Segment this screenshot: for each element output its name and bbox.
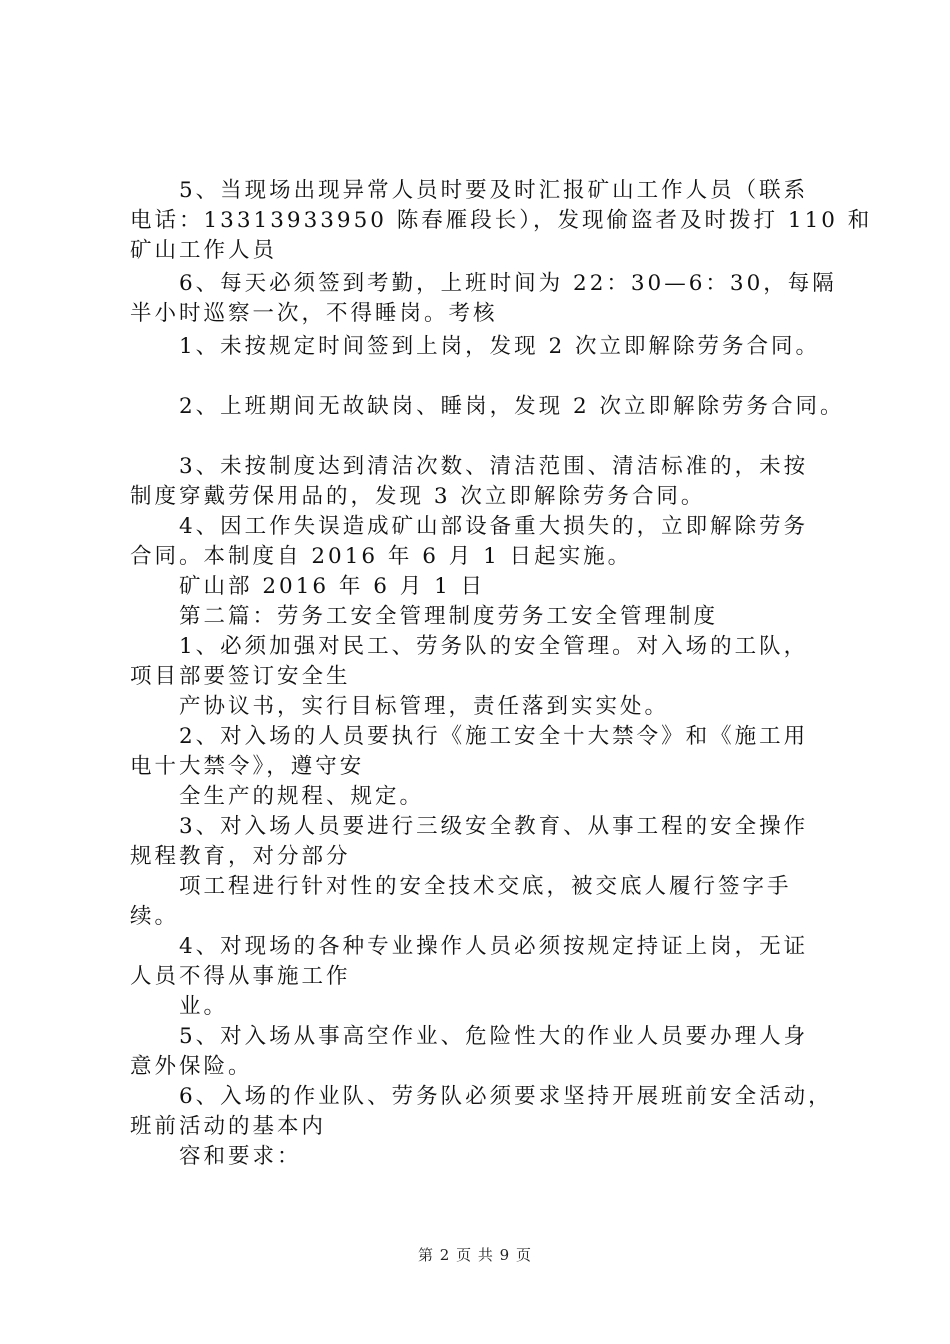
text-line: 半小时巡察一次，不得睡岗。考核	[130, 301, 498, 326]
text-line: 合同。本制度自 2016 年 6 月 1 日起实施。	[130, 544, 633, 569]
text-line: 2、上班期间无故缺岗、睡岗，发现 2 次立即解除劳务合同。	[130, 394, 845, 419]
text-line: 项目部要签订安全生	[130, 664, 351, 689]
text-line: 规程教育，对分部分	[130, 844, 351, 869]
text-line: 项工程进行针对性的安全技术交底，被交底人履行签字手	[130, 874, 792, 899]
text-line: 电十大禁令》，遵守安	[130, 754, 365, 779]
text-line: 1、未按规定时间签到上岗，发现 2 次立即解除劳务合同。	[130, 334, 821, 359]
text-line: 意外保险。	[130, 1054, 253, 1079]
text-line: 3、未按制度达到清洁次数、清洁范围、清洁标准的，未按	[130, 454, 809, 479]
text-line: 业。	[130, 994, 229, 1019]
text-line: 4、因工作失误造成矿山部设备重大损失的，立即解除劳务	[130, 514, 809, 539]
text-line: 3、对入场人员要进行三级安全教育、从事工程的安全操作	[130, 814, 809, 839]
text-line: 矿山工作人员	[130, 238, 278, 263]
text-line: 2、对入场的人员要执行《施工安全十大禁令》和《施工用	[130, 724, 809, 749]
text-line: 第二篇：劳务工安全管理制度劳务工安全管理制度	[130, 604, 719, 629]
text-line: 6、入场的作业队、劳务队必须要求坚持开展班前安全活动，	[130, 1084, 833, 1109]
text-line: 制度穿戴劳保用品的，发现 3 次立即解除劳务合同。	[130, 484, 706, 509]
text-line: 全生产的规程、规定。	[130, 784, 425, 809]
text-line: 矿山部 2016 年 6 月 1 日	[130, 574, 486, 599]
text-line: 班前活动的基本内	[130, 1114, 327, 1139]
text-line: 1、必须加强对民工、劳务队的安全管理。对入场的工队，	[130, 634, 809, 659]
text-line: 容和要求：	[130, 1144, 302, 1169]
text-line: 6、每天必须签到考勤，上班时间为 22：30—6：30，每隔	[130, 271, 837, 296]
text-line: 产协议书，实行目标管理，责任落到实实处。	[130, 694, 670, 719]
text-line: 5、当现场出现异常人员时要及时汇报矿山工作人员（联系	[130, 178, 809, 203]
text-line: 电话：13313933950 陈春雁段长），发现偷盗者及时拨打 110 和	[130, 208, 873, 233]
page-footer: 第 2 页 共 9 页	[418, 1246, 532, 1264]
text-line: 5、对入场从事高空作业、危险性大的作业人员要办理人身	[130, 1024, 809, 1049]
text-line: 人员不得从事施工作	[130, 964, 351, 989]
text-line: 4、对现场的各种专业操作人员必须按规定持证上岗，无证	[130, 934, 809, 959]
text-line: 续。	[130, 904, 180, 929]
